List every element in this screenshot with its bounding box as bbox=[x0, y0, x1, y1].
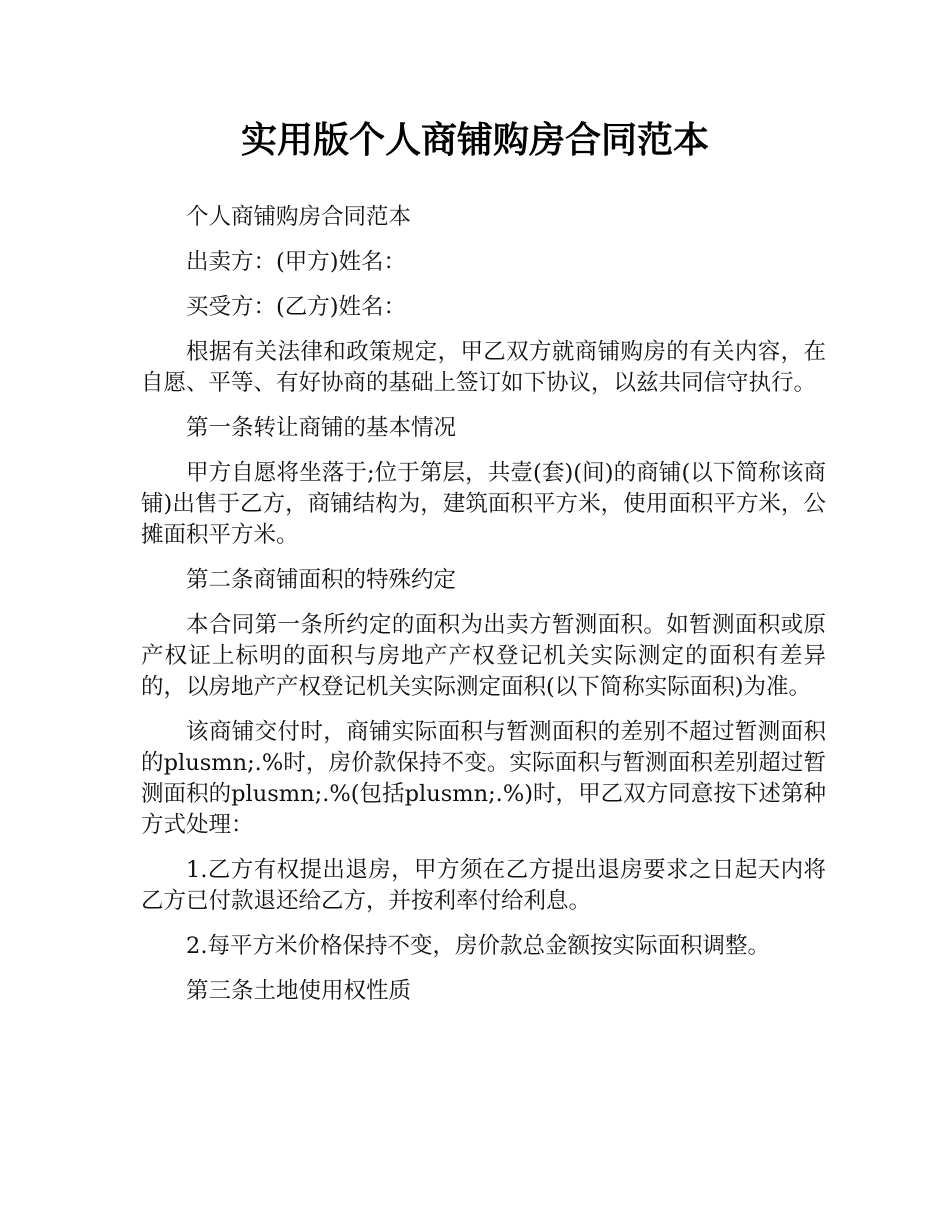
clause-1-body: 甲方自愿将坐落于;位于第层，共壹(套)(间)的商铺(以下简称该商铺)出售于乙方，商铺结构为，建筑面积平方米，使用面积平方米，公摊面积平方米。 bbox=[141, 460, 826, 548]
clause-1-heading: 第一条转让商铺的基本情况 bbox=[186, 415, 457, 441]
clause-2-option-2: 2.每平方米价格保持不变，房价款总金额按实际面积调整。 bbox=[186, 933, 770, 959]
paragraph-heading: 个人商铺购房合同范本 bbox=[186, 204, 412, 230]
clause-2-body: 本合同第一条所约定的面积为出卖方暂测面积。如暂测面积或原产权证上标明的面积与房地产产权登记机关实际测定的面积有差异的，以房地产产权登记机关实际测定面积(以下简称实际面积)为准。 bbox=[141, 612, 826, 700]
paragraph-preamble: 根据有关法律和政策规定，甲乙双方就商铺购房的有关内容，在自愿、平等、有好协商的基础上签订如下协议，以兹共同信守执行。 bbox=[141, 339, 826, 396]
document-body bbox=[141, 202, 826, 1021]
clause-2-heading: 第二条商铺面积的特殊约定 bbox=[186, 567, 457, 593]
paragraph-buyer: 买受方：(乙方)姓名： bbox=[186, 294, 407, 320]
clause-3-heading: 第三条土地使用权性质 bbox=[186, 978, 412, 1004]
clause-2-tolerance: 该商铺交付时，商铺实际面积与暂测面积的差别不超过暂测面积的plusmn;.%时，房价款保持不变。实际面积与暂测面积差别超过暂测面积的plusmn;.%(包括plusmn;.%)时，甲乙双方同意按下述第种方式处理： bbox=[141, 719, 826, 838]
paragraph-seller: 出卖方：(甲方)姓名： bbox=[186, 249, 407, 275]
document-title: 实用版个人商铺购房合同范本 bbox=[240, 120, 709, 161]
clause-2-option-1: 1.乙方有权提出退房，甲方须在乙方提出退房要求之日起天内将乙方已付款退还给乙方，并按利率付给利息。 bbox=[141, 857, 826, 914]
